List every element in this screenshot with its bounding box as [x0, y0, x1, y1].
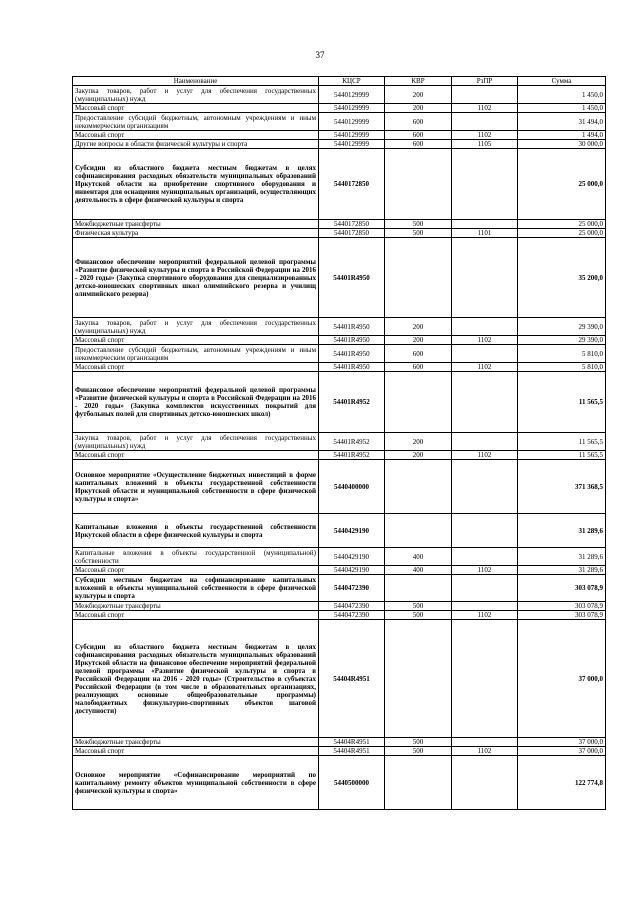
table-row — [73, 149, 606, 220]
cell-rzpr: 1102 — [452, 611, 518, 620]
table-row — [73, 514, 606, 548]
table-row — [73, 131, 606, 140]
cell-sum: 29 390,0 — [518, 336, 606, 345]
cell-kcsr: 5440472390 — [319, 602, 385, 611]
cell-rzpr — [452, 738, 518, 747]
table-row — [73, 611, 606, 620]
cell-kcsr: 5440172850 — [319, 220, 385, 229]
table-header-row — [73, 77, 606, 86]
table-row — [73, 336, 606, 345]
header-sum: Сумма — [518, 77, 606, 86]
cell-name: Капитальные вложения в объекты государственной (муниципальной) собственности — [73, 548, 319, 566]
cell-sum: 31 289,6 — [518, 548, 606, 566]
cell-kvr — [385, 149, 452, 220]
cell-name: Межбюджетные трансферты — [73, 738, 319, 747]
cell-sum: 31 494,0 — [518, 113, 606, 131]
cell-sum: 35 200,0 — [518, 238, 606, 318]
cell-sum: 11 565,5 — [518, 433, 606, 451]
table-row — [73, 566, 606, 575]
cell-kvr: 500 — [385, 602, 452, 611]
cell-name: Межбюджетные трансферты — [73, 220, 319, 229]
cell-rzpr: 1102 — [452, 566, 518, 575]
cell-kcsr: 5440129999 — [319, 104, 385, 113]
header-kvr: КВР — [385, 77, 452, 86]
cell-kcsr: 5440429190 — [319, 548, 385, 566]
table-row — [73, 460, 606, 514]
cell-rzpr — [452, 86, 518, 104]
table-row — [73, 86, 606, 104]
cell-kvr — [385, 756, 452, 810]
cell-sum: 11 565,5 — [518, 451, 606, 460]
cell-kvr: 500 — [385, 611, 452, 620]
cell-name: Закупка товаров, работ и услуг для обеспечения государственных (муниципальных) нужд — [73, 318, 319, 336]
cell-kvr: 200 — [385, 336, 452, 345]
cell-kcsr: 5440429190 — [319, 566, 385, 575]
cell-name: Финансовое обеспечение мероприятий федеральной целевой программы «Развитие физической культуры и спорта в Российской Федерации на 2016 - 2020 годы» (Закупка спортивного оборудования для специализированных детско-юношеских спортивных школ олимпийского резерва и училищ олимпийского резерва) — [73, 238, 319, 318]
cell-kcsr: 5440429190 — [319, 514, 385, 548]
table-row — [73, 602, 606, 611]
cell-kvr — [385, 575, 452, 602]
cell-kcsr: 5440172850 — [319, 229, 385, 238]
cell-sum: 31 289,6 — [518, 566, 606, 575]
cell-kcsr: 54404R4951 — [319, 620, 385, 738]
cell-name: Субсидии из областного бюджета местным бюджетам в целях софинансирования расходных обязательств муниципальных образований Иркутской области на приобретение спортивного оборудования и инвентаря для оснащения муниципальных организаций, осуществляющих деятельность в сфере физической культуры и спорта — [73, 149, 319, 220]
cell-sum: 25 000,0 — [518, 220, 606, 229]
cell-name: Закупка товаров, работ и услуг для обеспечения государственных (муниципальных) нужд — [73, 86, 319, 104]
table-row — [73, 620, 606, 738]
cell-sum: 37 000,0 — [518, 738, 606, 747]
cell-rzpr: 1102 — [452, 451, 518, 460]
cell-rzpr — [452, 602, 518, 611]
cell-sum: 5 810,0 — [518, 345, 606, 363]
table-row — [73, 575, 606, 602]
cell-rzpr: 1102 — [452, 747, 518, 756]
cell-sum: 371 368,5 — [518, 460, 606, 514]
cell-kvr — [385, 460, 452, 514]
table-row — [73, 756, 606, 810]
cell-sum: 30 000,0 — [518, 140, 606, 149]
cell-name: Предоставление субсидий бюджетным, автономным учреждениям и иным некоммерческим организациям — [73, 345, 319, 363]
cell-name: Массовый спорт — [73, 336, 319, 345]
cell-rzpr — [452, 433, 518, 451]
cell-rzpr — [452, 238, 518, 318]
cell-rzpr — [452, 575, 518, 602]
cell-sum: 29 390,0 — [518, 318, 606, 336]
cell-kvr: 400 — [385, 548, 452, 566]
cell-sum: 1 494,0 — [518, 131, 606, 140]
cell-name: Предоставление субсидий бюджетным, автономным учреждениям и иным некоммерческим организациям — [73, 113, 319, 131]
cell-kcsr: 54401R4950 — [319, 345, 385, 363]
cell-kcsr: 5440129999 — [319, 113, 385, 131]
table-row — [73, 451, 606, 460]
cell-kvr — [385, 620, 452, 738]
cell-name: Массовый спорт — [73, 104, 319, 113]
table-body — [73, 86, 606, 810]
cell-kvr: 600 — [385, 131, 452, 140]
cell-rzpr: 1102 — [452, 104, 518, 113]
table-row — [73, 363, 606, 372]
cell-kcsr: 54401R4950 — [319, 336, 385, 345]
cell-rzpr — [452, 372, 518, 433]
cell-kcsr: 54401R4950 — [319, 238, 385, 318]
header-name: Наименование — [73, 77, 319, 86]
cell-name: Финансовое обеспечение мероприятий федеральной целевой программы «Развитие физической культуры и спорта в Российской Федерации на 2016 - 2020 годы» (Закупка комплектов искусственных покрытий для футбольных полей для спортивных детско-юношеских школ) — [73, 372, 319, 433]
cell-sum: 1 450,0 — [518, 86, 606, 104]
table-row — [73, 140, 606, 149]
cell-rzpr — [452, 220, 518, 229]
cell-rzpr — [452, 318, 518, 336]
cell-kcsr: 5440129999 — [319, 140, 385, 149]
cell-name: Субсидии местным бюджетам на софинансирование капитальных вложений в объекты муниципальной собственности в сфере физической культуры и спорта — [73, 575, 319, 602]
cell-kcsr: 5440400000 — [319, 460, 385, 514]
cell-kvr: 500 — [385, 738, 452, 747]
cell-kcsr: 5440500000 — [319, 756, 385, 810]
cell-rzpr — [452, 345, 518, 363]
table-row — [73, 372, 606, 433]
cell-rzpr — [452, 756, 518, 810]
cell-name: Массовый спорт — [73, 566, 319, 575]
budget-table — [72, 76, 606, 810]
cell-kvr: 500 — [385, 747, 452, 756]
cell-kcsr: 54401R4950 — [319, 363, 385, 372]
cell-kvr: 600 — [385, 345, 452, 363]
cell-sum: 11 565,5 — [518, 372, 606, 433]
cell-rzpr — [452, 460, 518, 514]
table-row — [73, 104, 606, 113]
cell-kcsr: 54404R4951 — [319, 747, 385, 756]
cell-kvr: 600 — [385, 140, 452, 149]
page-number: 37 — [315, 50, 325, 60]
table-row — [73, 738, 606, 747]
cell-name: Другие вопросы в области физической культуры и спорта — [73, 140, 319, 149]
cell-sum: 303 078,9 — [518, 611, 606, 620]
cell-name: Массовый спорт — [73, 611, 319, 620]
cell-sum: 1 450,0 — [518, 104, 606, 113]
cell-name: Массовый спорт — [73, 747, 319, 756]
header-rzpr: РзПР — [452, 77, 518, 86]
cell-sum: 5 810,0 — [518, 363, 606, 372]
table-row — [73, 747, 606, 756]
cell-sum: 303 078,9 — [518, 602, 606, 611]
cell-kvr: 600 — [385, 113, 452, 131]
cell-kvr: 200 — [385, 318, 452, 336]
cell-kvr — [385, 238, 452, 318]
cell-name: Физическая культура — [73, 229, 319, 238]
cell-sum: 122 774,8 — [518, 756, 606, 810]
cell-kvr — [385, 372, 452, 433]
cell-kvr — [385, 514, 452, 548]
cell-rzpr: 1101 — [452, 229, 518, 238]
cell-rzpr: 1102 — [452, 336, 518, 345]
cell-rzpr — [452, 514, 518, 548]
cell-kvr: 600 — [385, 363, 452, 372]
cell-name: Массовый спорт — [73, 131, 319, 140]
cell-rzpr — [452, 113, 518, 131]
table-row — [73, 433, 606, 451]
cell-kcsr: 54404R4951 — [319, 738, 385, 747]
cell-kcsr: 5440129999 — [319, 86, 385, 104]
cell-name: Субсидии из областного бюджета местным бюджетам в целях софинансирования расходных обязательств муниципальных образований Иркутской области на финансовое обеспечение мероприятий федеральной целевой программы «Развитие физической культуры и спорта в Российской Федерации на 2016 - 2020 годы» (Строительство в субъектах Российской Федерации (в том числе в образовательных организациях, реализующих основные общеобразовательные программы) малобюджетных физкультурно-спортивных объектов шаговой доступности) — [73, 620, 319, 738]
cell-rzpr — [452, 548, 518, 566]
table-row — [73, 345, 606, 363]
cell-name: Капитальные вложения в объекты государственной собственности Иркутской области в сфере физической культуры и спорта — [73, 514, 319, 548]
cell-rzpr — [452, 620, 518, 738]
table-row — [73, 318, 606, 336]
cell-sum: 303 078,9 — [518, 575, 606, 602]
cell-name: Массовый спорт — [73, 451, 319, 460]
cell-sum: 31 289,6 — [518, 514, 606, 548]
cell-name: Массовый спорт — [73, 363, 319, 372]
cell-kcsr: 5440129999 — [319, 131, 385, 140]
cell-sum: 25 000,0 — [518, 229, 606, 238]
table-row — [73, 548, 606, 566]
cell-kcsr: 5440172850 — [319, 149, 385, 220]
cell-kvr: 500 — [385, 220, 452, 229]
cell-kcsr: 5440472390 — [319, 575, 385, 602]
cell-name: Межбюджетные трансферты — [73, 602, 319, 611]
cell-kcsr: 5440472390 — [319, 611, 385, 620]
cell-kvr: 200 — [385, 451, 452, 460]
cell-kvr: 400 — [385, 566, 452, 575]
cell-sum: 37 000,0 — [518, 747, 606, 756]
cell-kvr: 200 — [385, 86, 452, 104]
cell-sum: 37 000,0 — [518, 620, 606, 738]
header-kcsr: КЦСР — [319, 77, 385, 86]
cell-name: Основное мероприятие «Софинансирование мероприятий по капитальному ремонту объектов муниципальной собственности в сфере физической культуры и спорта» — [73, 756, 319, 810]
table-row — [73, 229, 606, 238]
cell-kvr: 200 — [385, 104, 452, 113]
cell-name: Закупка товаров, работ и услуг для обеспечения государственных (муниципальных) нужд — [73, 433, 319, 451]
cell-rzpr: 1105 — [452, 140, 518, 149]
cell-kcsr: 54401R4950 — [319, 318, 385, 336]
cell-rzpr: 1102 — [452, 363, 518, 372]
table-row — [73, 113, 606, 131]
cell-sum: 25 000,0 — [518, 149, 606, 220]
cell-rzpr — [452, 149, 518, 220]
cell-kcsr: 54401R4952 — [319, 451, 385, 460]
cell-kcsr: 54401R4952 — [319, 433, 385, 451]
cell-kvr: 500 — [385, 229, 452, 238]
cell-kcsr: 54401R4952 — [319, 372, 385, 433]
cell-kvr: 200 — [385, 433, 452, 451]
cell-rzpr: 1102 — [452, 131, 518, 140]
table-row — [73, 220, 606, 229]
cell-name: Основное мероприятие «Осуществление бюджетных инвестиций в форме капитальных вложений в объекты государственной собственности Иркутской области и муниципальной собственности в сфере физической культуры и спорта» — [73, 460, 319, 514]
table-row — [73, 238, 606, 318]
